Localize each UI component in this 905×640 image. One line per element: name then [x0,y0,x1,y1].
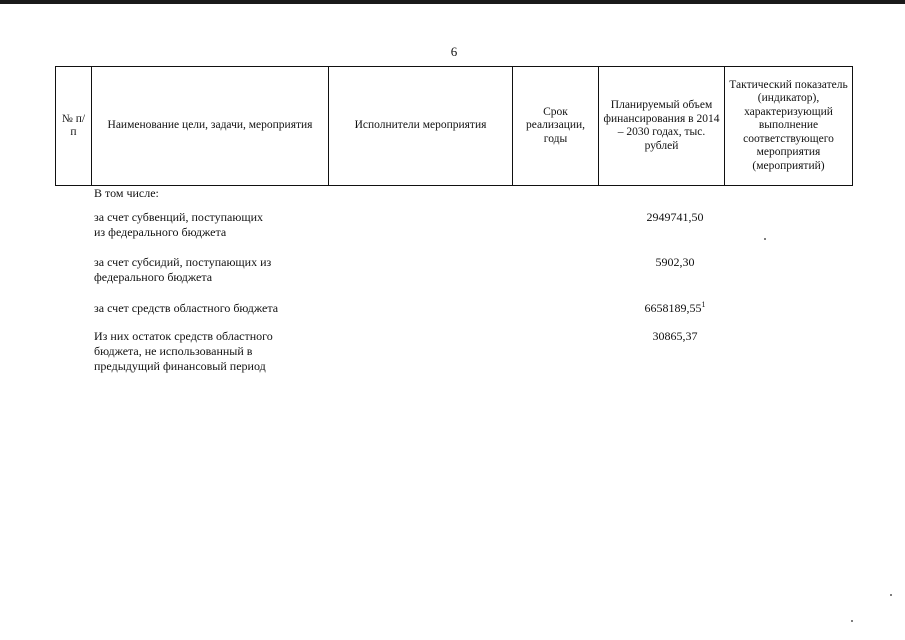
row-label-line: Из них остаток средств областного [94,329,273,343]
row-label-line: за счет средств областного бюджета [94,301,279,315]
page-top-border [0,0,905,4]
row-subsidies-amount: 5902,30 [655,255,695,269]
column-number: № п/п [56,67,92,186]
scan-speck [764,238,766,240]
row-in-total-label: В том числе: [94,186,159,200]
row-label-line: за счет субвенций, поступающих [94,210,263,224]
page-number: 6 [450,44,458,59]
row-subventions-label [94,210,263,240]
amount-value: 6658189,55 [644,301,702,315]
scan-speck [890,594,892,596]
row-subventions-amount: 2949741,50 [646,210,704,224]
row-label-line: за счет субсидий, поступающих из [94,255,272,269]
row-label-line: бюджета, не использованный в [94,344,253,358]
row-regional-amount [615,301,735,316]
column-executors: Исполнители мероприятия [329,67,513,186]
row-remainder-amount: 30865,37 [652,329,698,343]
footnote-marker: 1 [701,300,706,309]
column-name: Наименование цели, задачи, мероприятия [92,67,329,186]
column-term: Срок реализации, годы [513,67,599,186]
column-funding: Планируемый объем финансирования в 2014 – 2030 годах, тыс. рублей [599,67,725,186]
row-label-line: федерального бюджета [94,270,213,284]
row-regional-label [94,301,278,316]
row-subsidies-label [94,255,271,285]
row-label-line: из федерального бюджета [94,225,227,239]
table-header [55,66,853,186]
column-indicator: Тактический показатель (индикатор), характеризующий выполнение соответствующего мероприятия (мероприятий) [725,67,853,186]
row-label-line: предыдущий финансовый период [94,359,266,373]
scan-speck [851,620,853,622]
row-remainder-label [94,329,273,374]
